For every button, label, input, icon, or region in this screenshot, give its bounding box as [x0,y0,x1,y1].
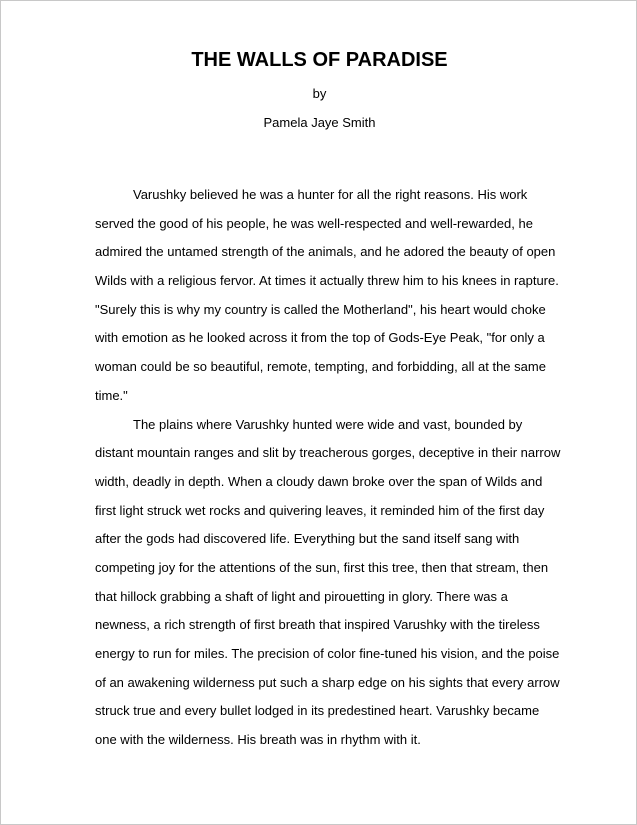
text-line: after the gods had discovered life. Everything but the sand itself sang with [95,531,520,547]
byline: by [312,86,327,101]
text-line: newness, a rich strength of first breath that inspired Varushky with the tireless [95,617,540,633]
text-line: struck true and every bullet lodged in its predestined heart. Varushky became [95,703,540,719]
text-line: time." [95,387,128,403]
text-line: distant mountain ranges and slit by treacherous gorges, deceptive in their narrow [95,445,561,461]
text-line: Wilds with a religious fervor. At times it actually threw him to his knees in rapture. [95,273,559,289]
author-name: Pamela Jaye Smith [263,115,376,130]
text-line: "Surely this is why my country is called the Motherland", his heart would choke [95,301,546,317]
text-line: one with the wilderness. His breath was in rhythm with it. [95,732,421,748]
text-line: Varushky believed he was a hunter for all the right reasons. His work [133,187,528,202]
text-line: woman could be so beautiful, remote, tempting, and forbidding, all at the same [95,359,546,375]
text-line: of an awakening wilderness put such a sharp edge on his sights that every arrow [95,674,560,690]
text-line: with emotion as he looked across it from the top of Gods-Eye Peak, "for only a [95,330,545,346]
text-line: width, deadly in depth. When a cloudy dawn broke over the span of Wilds and [95,473,543,489]
paragraph-1 [95,181,559,411]
text-line: served the good of his people, he was well-respected and well-rewarded, he [95,215,533,231]
text-line: competing joy for the attentions of the sun, first this tree, then that stream, then [95,559,549,575]
text-line: first light struck wet rocks and quivering leaves, it reminded him of the first day [95,502,545,518]
text-line: that hillock grabbing a shaft of light and pirouetting in glory. There was a [95,588,508,604]
text-line: The plains where Varushky hunted were wide and vast, bounded by [133,416,523,432]
paragraph-2 [95,411,561,755]
text-line: admired the untamed strength of the animals, and he adored the beauty of open [95,244,556,260]
text-line: energy to run for miles. The precision of color fine-tuned his vision, and the poise [95,646,560,661]
document-title: THE WALLS OF PARADISE [191,49,448,71]
body-text [95,181,561,755]
